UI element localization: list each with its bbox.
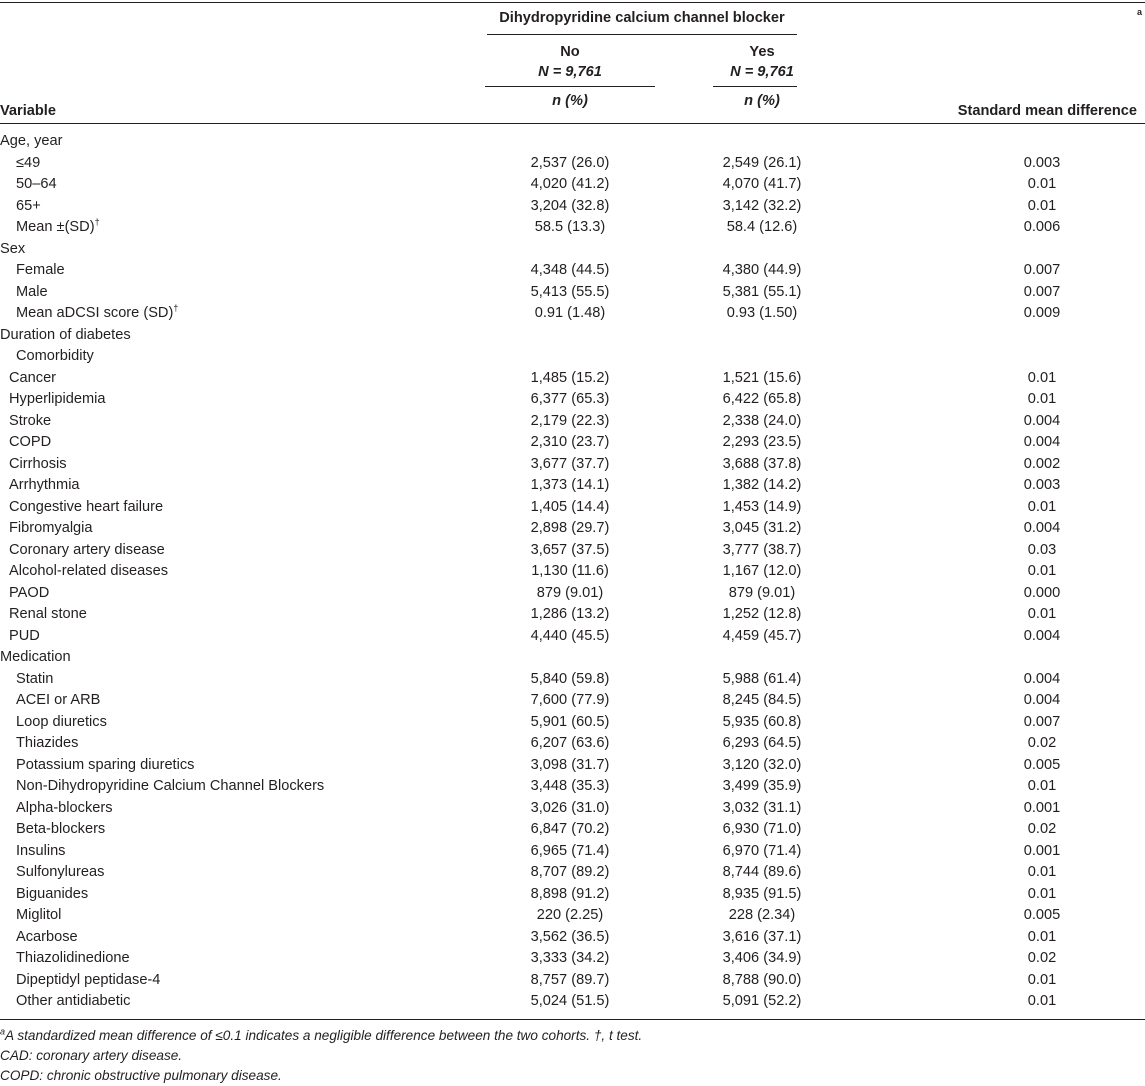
- cell-yes: 3,499 (35.9): [722, 778, 802, 794]
- smd-header: Standard mean difference: [957, 103, 1137, 119]
- row-label: [16, 153, 40, 175]
- footnotes: [0, 1026, 642, 1086]
- cell-yes: 5,988 (61.4): [722, 670, 802, 687]
- cell-no: 3,333 (34.2): [530, 950, 610, 966]
- table-row: [0, 239, 1145, 261]
- pct-header-no-text: n (%): [552, 93, 588, 109]
- cell-no: 4,440 (45.5): [530, 627, 610, 644]
- cell-smd: 0.005: [1023, 907, 1061, 923]
- cell-yes: 3,045 (31.2): [722, 520, 802, 536]
- row-label: [16, 669, 53, 691]
- row-label: [16, 819, 105, 841]
- row-label: [16, 776, 324, 798]
- table-row: [0, 131, 1145, 153]
- row-label: [16, 948, 130, 970]
- row-label-text: Biguanides: [16, 885, 89, 902]
- row-label: [16, 282, 48, 304]
- row-label-text: Acarbose: [16, 928, 78, 945]
- row-label-text: Mean ±(SD): [16, 219, 95, 235]
- row-label-text: PUD: [9, 627, 40, 644]
- cell-no: 3,657 (37.5): [530, 541, 610, 558]
- cell-yes: 1,453 (14.9): [722, 498, 802, 515]
- cell-yes: 4,070 (41.7): [722, 176, 802, 192]
- cell-yes: 4,380 (44.9): [722, 262, 802, 278]
- cell-smd: 0.01: [1027, 928, 1057, 945]
- row-label: [9, 518, 93, 540]
- column-header-yes: [672, 42, 852, 82]
- cell-no: 2,537 (26.0): [530, 154, 610, 171]
- table-top-rule: [0, 2, 1145, 3]
- pct-header-no: [480, 93, 660, 109]
- row-label-text: Statin: [16, 670, 54, 687]
- row-label-text: Stroke: [9, 412, 52, 429]
- cell-no: 1,130 (11.6): [531, 563, 609, 579]
- table-row: [0, 776, 1145, 798]
- cell-smd: 0.01: [1027, 369, 1057, 386]
- table-row: [0, 540, 1145, 562]
- cell-no: 6,377 (65.3): [530, 391, 610, 407]
- cell-smd: 0.01: [1027, 563, 1057, 579]
- cell-smd: 0.004: [1023, 670, 1061, 687]
- cell-smd: 0.01: [1027, 606, 1057, 622]
- row-label: [16, 690, 100, 712]
- cell-smd: 0.004: [1023, 434, 1061, 450]
- row-label: [16, 927, 78, 949]
- footnote-a-marker: a: [0, 1026, 6, 1037]
- row-label-text: Thiazolidinedione: [16, 950, 130, 966]
- row-label-text: Cirrhosis: [9, 455, 67, 472]
- row-label-text: Fibromyalgia: [9, 520, 93, 536]
- cell-no: 2,179 (22.3): [530, 412, 610, 429]
- cell-yes: 879 (9.01): [728, 584, 796, 601]
- row-label-text: ACEI or ARB: [16, 692, 101, 708]
- table-row: [0, 927, 1145, 949]
- row-label-text: Other antidiabetic: [16, 993, 131, 1009]
- row-label: [9, 604, 87, 626]
- cell-yes: 3,777 (38.7): [722, 541, 802, 558]
- row-label-text: Male: [16, 283, 48, 300]
- footnote-copd: COPD: chronic obstructive pulmonary disease.: [0, 1068, 282, 1083]
- table-row: [0, 862, 1145, 884]
- table-row: [0, 604, 1145, 626]
- row-label: [16, 174, 57, 196]
- pct-header-yes-text: n (%): [744, 93, 780, 109]
- cell-smd: 0.007: [1023, 262, 1061, 278]
- cell-no: 1,405 (14.4): [530, 498, 610, 515]
- row-label-sup: †: [94, 217, 100, 228]
- cell-smd: 0.02: [1027, 950, 1057, 966]
- table-row: [0, 690, 1145, 712]
- cell-smd: 0.01: [1027, 885, 1057, 902]
- row-label: [9, 497, 163, 519]
- cell-yes: 8,935 (91.5): [722, 885, 802, 902]
- table-body: [0, 131, 1145, 1013]
- cell-smd: 0.004: [1023, 692, 1061, 708]
- row-label: [16, 905, 61, 927]
- row-label-text: Medication: [0, 649, 71, 665]
- cell-no: 6,965 (71.4): [530, 842, 610, 859]
- cell-no: 5,840 (59.8): [530, 670, 610, 687]
- cell-no: 3,026 (31.0): [530, 799, 610, 816]
- cell-smd: 0.01: [1027, 391, 1057, 407]
- cell-smd: 0.002: [1023, 455, 1061, 472]
- group-rule: [487, 34, 797, 35]
- row-label: [9, 389, 106, 411]
- row-label: [16, 862, 104, 884]
- row-label: [9, 475, 80, 497]
- cell-no: 2,898 (29.7): [530, 520, 610, 536]
- cell-yes: 2,293 (23.5): [722, 434, 802, 450]
- row-label-text: Age, year: [0, 133, 63, 149]
- row-label-text: 50–64: [16, 176, 57, 192]
- cell-no: 1,373 (14.1): [530, 477, 610, 493]
- cell-yes: 4,459 (45.7): [722, 627, 802, 644]
- cell-yes: 3,142 (32.2): [722, 197, 802, 214]
- cell-smd: 0.006: [1023, 219, 1061, 235]
- cell-yes: 1,382 (14.2): [722, 477, 802, 493]
- cell-smd: 0.000: [1023, 584, 1061, 601]
- cell-yes: 3,688 (37.8): [722, 455, 802, 472]
- cell-no: 3,098 (31.7): [530, 756, 610, 773]
- row-label: [16, 733, 78, 755]
- cell-smd: 0.01: [1027, 498, 1057, 515]
- cell-yes: 3,032 (31.1): [722, 799, 802, 816]
- pct-header-yes: [672, 93, 852, 109]
- row-label: [16, 260, 65, 282]
- row-label-text: PAOD: [9, 584, 50, 601]
- row-label-text: Cancer: [9, 369, 57, 386]
- row-label: [0, 239, 25, 261]
- row-label: [16, 217, 100, 239]
- cell-no: 220 (2.25): [536, 907, 604, 923]
- cell-smd: 0.003: [1023, 154, 1061, 171]
- variable-header: Variable: [0, 103, 56, 119]
- cell-yes: 3,120 (32.0): [722, 756, 802, 773]
- cell-smd: 0.004: [1023, 627, 1061, 644]
- row-label-text: Dipeptidyl peptidase-4: [16, 971, 161, 988]
- row-label-text: Renal stone: [9, 606, 87, 622]
- row-label-text: Arrhythmia: [9, 477, 80, 493]
- cell-no: 7,600 (77.9): [530, 692, 610, 708]
- table-row: [0, 260, 1145, 282]
- cell-yes: 8,788 (90.0): [722, 971, 802, 988]
- row-label: [16, 991, 130, 1013]
- table-row: [0, 819, 1145, 841]
- row-label: [9, 432, 51, 454]
- cell-smd: 0.004: [1023, 520, 1061, 536]
- cell-smd: 0.007: [1023, 713, 1061, 730]
- table-row: [0, 325, 1145, 347]
- cell-smd: 0.001: [1023, 799, 1061, 816]
- table-row: [0, 346, 1145, 368]
- table-row: [0, 991, 1145, 1013]
- cell-no: 5,413 (55.5): [530, 283, 610, 300]
- group-title: Dihydropyridine calcium channel blocker: [499, 10, 785, 26]
- cell-smd: 0.01: [1027, 971, 1057, 988]
- row-label-text: Congestive heart failure: [9, 498, 164, 515]
- cell-no: 2,310 (23.7): [530, 434, 610, 450]
- table-row: [0, 497, 1145, 519]
- cell-yes: 1,252 (12.8): [722, 606, 802, 622]
- footnote-marker: a: [1136, 7, 1142, 17]
- row-label: [9, 540, 165, 562]
- cell-no: 3,448 (35.3): [530, 778, 610, 794]
- footnote-a: [0, 1026, 642, 1046]
- table-row: [0, 647, 1145, 669]
- cell-yes: 6,293 (64.5): [722, 735, 802, 751]
- cell-smd: 0.003: [1023, 477, 1061, 493]
- table-row: [0, 196, 1145, 218]
- cell-no: 1,485 (15.2): [530, 369, 610, 386]
- cell-no: 6,207 (63.6): [530, 735, 610, 751]
- table-row: [0, 733, 1145, 755]
- cell-yes: 5,381 (55.1): [722, 283, 802, 300]
- cell-yes: 2,549 (26.1): [722, 154, 802, 171]
- row-label: [16, 798, 113, 820]
- row-label: [9, 368, 56, 390]
- cell-smd: 0.01: [1027, 993, 1057, 1009]
- sub-rule-no: [485, 86, 655, 87]
- cell-no: 4,348 (44.5): [530, 262, 610, 278]
- table-row: [0, 475, 1145, 497]
- row-label-text: Insulins: [16, 842, 66, 859]
- cell-smd: 0.01: [1027, 864, 1057, 880]
- table-row: [0, 884, 1145, 906]
- table-row: [0, 755, 1145, 777]
- table-row: [0, 626, 1145, 648]
- cell-smd: 0.007: [1023, 283, 1061, 300]
- row-label-text: Beta-blockers: [16, 821, 106, 837]
- row-label: [16, 346, 94, 368]
- cell-no: 3,204 (32.8): [530, 197, 610, 214]
- row-label: [16, 303, 178, 325]
- cell-no: 1,286 (13.2): [530, 606, 610, 622]
- row-label: [16, 196, 41, 218]
- cell-smd: 0.02: [1027, 821, 1057, 837]
- table-row: [0, 432, 1145, 454]
- column-header-no: [480, 42, 660, 82]
- cell-smd: 0.004: [1023, 412, 1061, 429]
- column-header-no-label: No: [560, 44, 580, 60]
- cell-yes: 6,930 (71.0): [722, 821, 802, 837]
- cell-yes: 228 (2.34): [728, 907, 796, 923]
- row-label-text: Duration of diabetes: [0, 326, 131, 343]
- row-label-text: 65+: [16, 197, 41, 214]
- table-row: [0, 282, 1145, 304]
- row-label-text: Sulfonylureas: [16, 864, 105, 880]
- cell-smd: 0.001: [1023, 842, 1061, 859]
- table-bottom-rule: [0, 1019, 1145, 1020]
- row-label-text: Alcohol-related diseases: [9, 563, 168, 579]
- row-label: [16, 884, 88, 906]
- cell-no: 58.5 (13.3): [534, 219, 606, 235]
- cell-no: 879 (9.01): [536, 584, 604, 601]
- cell-yes: 0.93 (1.50): [726, 305, 798, 321]
- table-row: [0, 970, 1145, 992]
- cell-yes: 5,091 (52.2): [722, 993, 802, 1009]
- row-label-text: Hyperlipidemia: [9, 391, 106, 407]
- cell-no: 8,757 (89.7): [530, 971, 610, 988]
- row-label-text: Non-Dihydropyridine Calcium Channel Blockers: [16, 778, 325, 794]
- cell-yes: 8,744 (89.6): [722, 864, 802, 880]
- cell-no: 3,562 (36.5): [530, 928, 610, 945]
- header-rule: [0, 123, 1145, 124]
- row-label-text: Mean aDCSI score (SD): [16, 305, 174, 321]
- cell-smd: 0.01: [1027, 197, 1057, 214]
- row-label: [16, 755, 194, 777]
- row-label: [0, 131, 62, 153]
- table-row: [0, 303, 1145, 325]
- cell-no: 8,898 (91.2): [530, 885, 610, 902]
- sub-rule-yes: [713, 86, 797, 87]
- row-label-text: Thiazides: [16, 735, 79, 751]
- table-row: [0, 174, 1145, 196]
- row-label: [16, 841, 65, 863]
- cell-yes: 8,245 (84.5): [722, 692, 802, 708]
- row-label-text: Sex: [0, 240, 26, 257]
- row-label-text: Comorbidity: [16, 348, 94, 364]
- column-header-yes-n: N = 9,761: [730, 64, 794, 80]
- row-label-text: ≤49: [16, 154, 41, 171]
- cell-smd: 0.01: [1027, 176, 1057, 192]
- table-row: [0, 153, 1145, 175]
- cell-no: 8,707 (89.2): [530, 864, 610, 880]
- row-label-text: Coronary artery disease: [9, 541, 165, 558]
- table-row: [0, 389, 1145, 411]
- table-row: [0, 561, 1145, 583]
- table-row: [0, 518, 1145, 540]
- cell-yes: 1,167 (12.0): [722, 563, 802, 579]
- cell-yes: 3,616 (37.1): [722, 928, 802, 945]
- cell-smd: 0.02: [1027, 735, 1057, 751]
- row-label: [9, 583, 49, 605]
- table-row: [0, 798, 1145, 820]
- row-label: [0, 647, 71, 669]
- row-label-sup: †: [173, 303, 179, 314]
- row-label-text: Loop diuretics: [16, 713, 107, 730]
- row-label: [16, 970, 160, 992]
- table-row: [0, 841, 1145, 863]
- table-row: [0, 411, 1145, 433]
- table-row: [0, 454, 1145, 476]
- table-row: [0, 712, 1145, 734]
- cell-smd: 0.03: [1027, 541, 1057, 558]
- table-row: [0, 368, 1145, 390]
- table-row: [0, 669, 1145, 691]
- row-label: [9, 561, 168, 583]
- footnote-cad: CAD: coronary artery disease.: [0, 1048, 183, 1063]
- cell-smd: 0.01: [1027, 778, 1057, 794]
- row-label: [9, 454, 67, 476]
- cell-yes: 6,422 (65.8): [722, 391, 802, 407]
- row-label: [16, 712, 107, 734]
- row-label: [9, 411, 51, 433]
- row-label-text: Miglitol: [16, 907, 62, 923]
- table-row: [0, 948, 1145, 970]
- row-label-text: COPD: [9, 434, 52, 450]
- cell-no: 3,677 (37.7): [530, 455, 610, 472]
- cell-yes: 58.4 (12.6): [726, 219, 798, 235]
- cell-no: 6,847 (70.2): [530, 821, 610, 837]
- footnote-a-text: A standardized mean difference of ≤0.1 indicates a negligible difference between the two cohorts. †, t test.: [5, 1028, 643, 1043]
- row-label-text: Alpha-blockers: [16, 799, 113, 816]
- cell-yes: 1,521 (15.6): [722, 369, 802, 386]
- table-row: [0, 217, 1145, 239]
- table-row: [0, 905, 1145, 927]
- row-label-text: Female: [16, 262, 65, 278]
- cell-yes: 3,406 (34.9): [722, 950, 802, 966]
- cell-smd: 0.009: [1023, 305, 1061, 321]
- row-label-text: Potassium sparing diuretics: [16, 756, 195, 773]
- table-row: [0, 583, 1145, 605]
- cell-no: 5,901 (60.5): [530, 713, 610, 730]
- cell-smd: 0.005: [1023, 756, 1061, 773]
- row-label: [9, 626, 40, 648]
- cell-yes: 6,970 (71.4): [722, 842, 802, 859]
- cell-no: 4,020 (41.2): [530, 176, 610, 192]
- column-header-no-n: N = 9,761: [538, 64, 602, 80]
- cell-no: 0.91 (1.48): [534, 305, 606, 321]
- column-header-yes-label: Yes: [749, 44, 775, 60]
- cell-no: 5,024 (51.5): [530, 993, 610, 1009]
- row-label: [0, 325, 131, 347]
- cell-yes: 2,338 (24.0): [722, 412, 802, 429]
- cell-yes: 5,935 (60.8): [722, 713, 802, 730]
